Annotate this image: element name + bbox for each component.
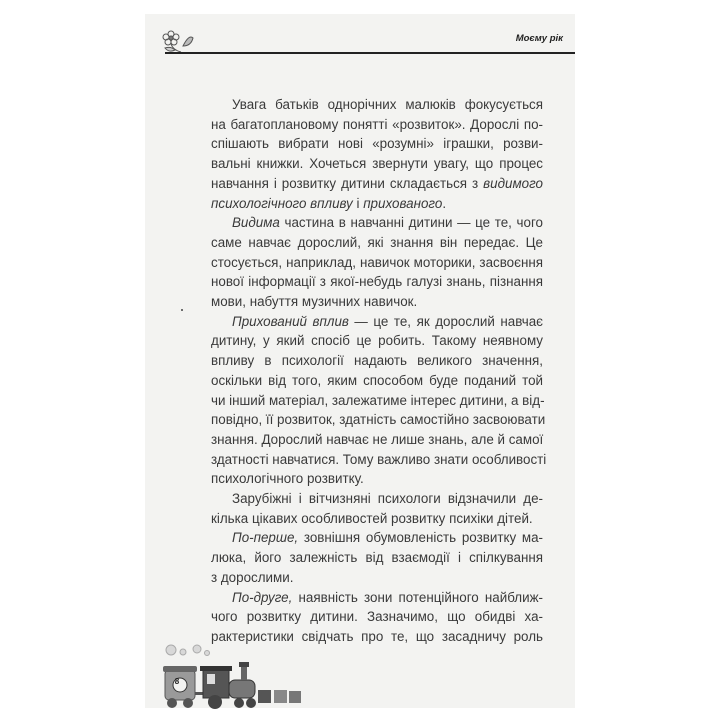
text-line xyxy=(211,450,547,470)
text-segment: на багатоплановому понятті «розвиток». Дорослі по- xyxy=(211,116,543,132)
text-segment: люка, його залежність від взаємодії і спілкування xyxy=(211,550,543,566)
text-line xyxy=(211,548,543,568)
italic-text: По-перше, xyxy=(232,530,299,546)
text-line xyxy=(211,509,543,529)
text-line xyxy=(211,568,543,588)
body-text xyxy=(211,95,547,647)
text-line xyxy=(211,253,543,273)
text-line xyxy=(211,233,543,253)
text-line xyxy=(211,528,543,548)
text-segment: стосується, наприклад, навичок моторики, засвоєння xyxy=(211,254,543,270)
text-segment: мови, набуття музичних навичок. xyxy=(211,294,418,310)
text-segment: з дорослими. xyxy=(211,569,294,585)
text-segment: Зарубіжні і вітчизняні психологи відзначили де- xyxy=(232,491,543,507)
text-line xyxy=(211,607,543,627)
italic-text: Прихований вплив xyxy=(232,313,349,329)
text-line xyxy=(211,588,543,608)
header-rule xyxy=(165,52,575,54)
italic-text: видимого xyxy=(483,175,543,191)
text-line xyxy=(211,312,543,332)
text-segment: чи інший матеріал, залежатиме інтерес дитини, а від- xyxy=(211,392,545,408)
text-line xyxy=(211,351,543,371)
text-segment: зовнішня обумовленість розвитку ма- xyxy=(298,530,543,546)
text-segment: спішають вибрати нові «розумні» іграшки, розви- xyxy=(211,136,543,152)
page-number: 8 xyxy=(174,677,180,686)
print-speck xyxy=(181,309,183,311)
text-segment: нової інформації з якої-небудь галузі знань, пізнання xyxy=(211,274,543,290)
text-segment: саме навчає дорослий, які знання він передає. Це xyxy=(211,234,543,250)
text-segment: психологічного розвитку. xyxy=(211,471,364,487)
text-segment: кілька цікавих особливостей розвитку психіки дітей. xyxy=(211,510,533,526)
text-segment: — це те, як дорослий навчає xyxy=(348,313,543,329)
italic-text: прихованого xyxy=(363,195,443,211)
text-line xyxy=(211,331,543,351)
text-line xyxy=(211,213,543,233)
text-line xyxy=(211,292,543,312)
text-segment: частина в навчанні дитини — це те, чого xyxy=(279,215,543,231)
text-segment: . xyxy=(442,195,447,211)
italic-text: психологічного впливу xyxy=(211,195,353,211)
text-line xyxy=(211,430,543,450)
train-illustration-icon xyxy=(163,644,303,710)
text-line xyxy=(211,154,543,174)
text-line xyxy=(211,469,543,489)
text-segment: навчання і розвитку дитини складається з xyxy=(211,175,484,191)
text-line xyxy=(211,194,543,214)
text-line xyxy=(211,410,546,430)
text-segment: здатності навчатися. Тому важливо знати особливості xyxy=(211,451,547,467)
italic-text: По-друге, xyxy=(232,589,293,605)
text-line xyxy=(211,272,543,292)
italic-text: Видима xyxy=(232,215,280,231)
text-segment: Увага батьків однорічних малюків фокусується xyxy=(232,97,543,112)
text-segment: вальні книжки. Хочеться звернути увагу, що процес xyxy=(211,156,543,172)
text-line xyxy=(211,371,543,391)
text-segment: впливу в психології надають великого значення, xyxy=(211,353,543,369)
text-segment: чого розвитку дитини. Зазначимо, що обидві ха- xyxy=(211,609,543,625)
text-line xyxy=(211,134,543,154)
text-segment: повідно, її розвиток, здатність самостійно засвоювати xyxy=(211,412,546,428)
book-page xyxy=(145,14,575,708)
running-title: Моєму рік xyxy=(515,33,563,44)
text-segment: наявність зони потенційного найближ- xyxy=(292,589,543,605)
text-segment: оскільки від того, яким способом буде поданий той xyxy=(211,372,543,388)
text-segment: рактеристики свідчать про те, що засадничу роль xyxy=(211,628,543,644)
text-line xyxy=(211,95,543,115)
text-segment: знання. Дорослий навчає не лише знань, але й самої xyxy=(211,431,544,447)
text-segment: дитину, у який спосіб це робить. Такому неявному xyxy=(211,333,543,349)
text-line xyxy=(211,391,543,411)
text-line xyxy=(211,489,543,509)
text-line xyxy=(211,115,543,135)
text-line xyxy=(211,174,543,194)
text-segment: і xyxy=(352,195,364,211)
